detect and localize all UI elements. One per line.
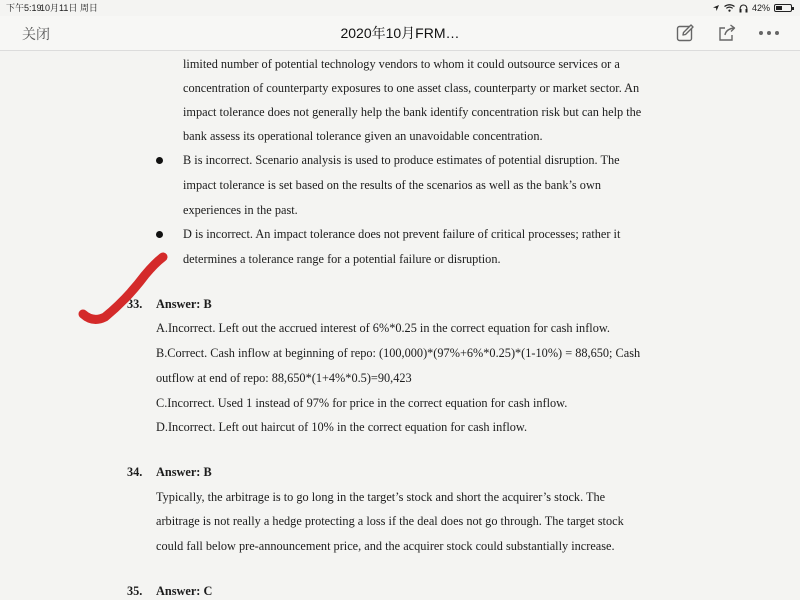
question-33-number: 33. — [127, 297, 143, 311]
more-button[interactable] — [758, 22, 780, 44]
location-icon — [712, 4, 720, 12]
paragraph-line: bank assess its operational tolerance given an unavoidable concentration. — [183, 129, 543, 143]
question-34-answer: Answer: B — [156, 465, 212, 479]
q33-line: A.Incorrect. Left out the accrued interest of 6%*0.25 in the correct equation for cash inflow. — [156, 321, 611, 335]
battery-percent: 42% — [751, 3, 770, 13]
paragraph-line: limited number of potential technology vendors to whom it could outsource services or a — [183, 57, 620, 71]
nav-bar — [0, 16, 800, 51]
bullet-b-line: experiences in the past. — [183, 203, 298, 217]
close-button[interactable]: 关闭 — [22, 26, 50, 42]
q33-line: C.Incorrect. Used 1 instead of 97% for price in the correct equation for cash inflow. — [156, 396, 568, 410]
question-33-answer: Answer: B — [156, 297, 212, 311]
bullet-icon — [156, 231, 163, 238]
paragraph-line: impact tolerance does not generally help the bank identify concentration risk but can help the — [183, 105, 642, 119]
wifi-icon — [724, 4, 735, 12]
status-right — [712, 0, 792, 16]
q33-line: outflow at end of repo: 88,650*(1+4%*0.5)=90,423 — [156, 371, 412, 385]
document-title: 2020年10月FRM… — [340, 25, 460, 41]
q34-line: Typically, the arbitrage is to go long in the target’s stock and short the acquirer’s stock. The — [156, 490, 606, 504]
battery-level — [776, 6, 782, 10]
q33-line: D.Incorrect. Left out haircut of 10% in the correct equation for cash inflow. — [156, 420, 528, 434]
share-icon — [717, 23, 737, 43]
q34-line: could fall below pre-announcement price, and the acquirer stock could substantially increase. — [156, 539, 615, 553]
status-time: 下午5:19 — [6, 3, 42, 13]
question-35-answer: Answer: C — [156, 584, 213, 598]
question-35-number: 35. — [127, 584, 143, 598]
checkmark-annotation-icon — [75, 251, 175, 331]
bullet-b-line: impact tolerance is set based on the results of the scenarios as well as the bank’s own — [183, 178, 601, 192]
paragraph-line: concentration of counterparty exposures to one asset class, counterparty or market sector. An — [183, 81, 640, 95]
edit-button[interactable] — [674, 22, 696, 44]
bullet-d-line: determines a tolerance range for a potential failure or disruption. — [183, 252, 501, 266]
document-page[interactable] — [0, 51, 800, 600]
q33-line: B.Correct. Cash inflow at beginning of repo: (100,000)*(97%+6%*0.25)*(1-10%) = 88,650; Cash — [156, 346, 641, 360]
nav-actions — [674, 22, 780, 44]
status-bar — [0, 0, 800, 16]
bullet-d-line: D is incorrect. An impact tolerance does not prevent failure of critical processes; rather it — [183, 227, 621, 241]
more-icon — [758, 30, 780, 36]
headphones-icon — [739, 4, 748, 13]
share-button[interactable] — [716, 22, 738, 44]
bullet-b-line: B is incorrect. Scenario analysis is used to produce estimates of potential disruption. The — [183, 153, 620, 167]
edit-icon — [675, 23, 695, 43]
bullet-icon — [156, 157, 163, 164]
question-34-number: 34. — [127, 465, 143, 479]
status-date: 10月11日 周日 — [40, 3, 98, 13]
q34-line: arbitrage is not really a hedge protecting a loss if the deal does not go through. The target stock — [156, 514, 624, 528]
battery-icon — [774, 4, 792, 12]
